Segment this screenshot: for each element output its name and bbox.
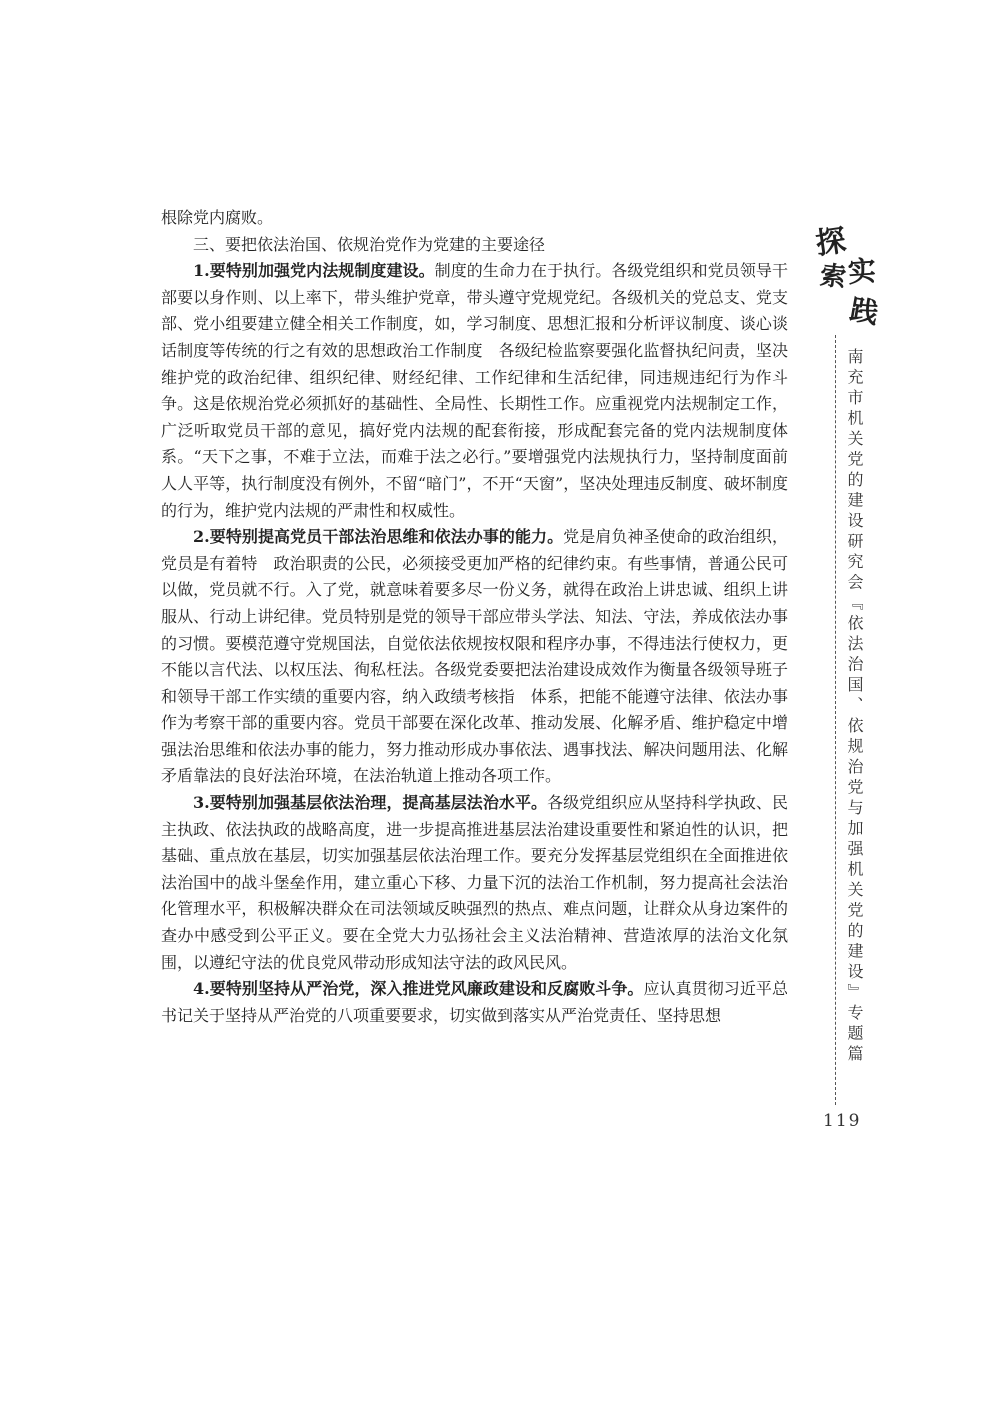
paragraph-4-text: 应认真贯彻习近平总书记关于坚持从严治党的八项重要要求，切实做到落实从严治党责任、坚持思想 [161, 979, 788, 1025]
paragraph-1-title: 1.要特别加强党内法规制度建设。 [193, 261, 435, 281]
paragraph-1 [161, 258, 788, 524]
carryover-line: 根除党内腐败。 [161, 208, 274, 227]
logo-char-3: 实 [846, 254, 878, 289]
paragraph-3-title: 3.要特别加强基层依法治理，提高基层法治水平。 [193, 793, 548, 813]
paragraph-4-title: 4.要特别坚持从严治党，深入推进党风廉政建设和反腐败斗争。 [193, 979, 644, 999]
logo-char-2: 索 [818, 260, 848, 294]
section-logo [813, 223, 881, 332]
section-heading: 三、要把依法治国、依规治党作为党建的主要途径 [193, 234, 546, 254]
paragraph-2-text: 党是肩负神圣使命的政治组织，党员是有着特 政治职责的公民，必须接受更加严格的纪律约束。有些事情，普通公民可以做，党员就不行。入了党，就意味着要多尽一份义务，就得在政治上讲忠诚、组织上讲服从、行动上讲纪律。党员特别是党的领导干部应带头学法、知法、守法，养成依法办事的习惯。要模范遵守党规国法，自觉依法依规按权限和程序办事，不得违法行使权力，更不能以言代法、以权压法、徇私枉法。各级党委要把法治建设成效作为衡量各级领导班子和领导干部工作实绩的重要内容，纳入政绩考核指 体系，把能不能遵守法律、依法办事作为考察干部的重要内容。党员干部要在深化改革、推动发展、化解矛盾、维护稳定中增强法治思维和依法办事的能力，努力推动形成办事依法、遇事找法、解决问题用法、化解矛盾靠法的良好法治环境，在法治轨道上推动各项工作。 [161, 527, 788, 786]
paragraph-4 [161, 976, 788, 1029]
logo-char-4: 践 [847, 292, 881, 331]
paragraph-3 [161, 790, 788, 976]
paragraph-2-title: 2.要特别提高党员干部法治思维和依法办事的能力。 [193, 527, 564, 547]
logo-char-1: 探 [813, 223, 849, 262]
paragraph-2 [161, 524, 788, 790]
sidebar-dashed-divider [835, 335, 836, 1105]
paragraph-1-text: 制度的生命力在于执行。各级党组织和党员领导干部要以身作则、以上率下，带头维护党章，带头遵守党规党纪。各级机关的党总支、党支部、党小组要建立健全相关工作制度，如，学习制度、思想汇报和分析评议制度、谈心谈话制度等传统的行之有效的思想政治工作制度 各级纪检监察要强化监督执纪问责，坚决维护党的政治纪律、组织纪律、财经纪律、工作纪律和生活纪律，同违规违纪行为作斗争。这是依规治党必须抓好的基础性、全局性、长期性工作。应重视党内法规制定工作，广泛听取党员干部的意见，搞好党内法规的配套衔接，形成配套完备的党内法规制度体系。“天下之事，不难于立法，而难于法之必行。”要增强党内法规执行力，坚持制度面前人人平等，执行制度没有例外，不留“暗门”，不开“天窗”，坚决处理违反制度、破坏制度的行为，维护党内法规的严肃性和权威性。 [161, 261, 788, 520]
paragraph-3-text: 各级党组织应从坚持科学执政、民主执政、依法执政的战略高度，进一步提高推进基层法治建设重要性和紧迫性的认识，把基础、重点放在基层，切实加强基层依法治理工作。要充分发挥基层党组织在全面推进依法治国中的战斗堡垒作用，建立重心下移、力量下沉的法治工作机制，努力提高社会法治化管理水平，积极解决群众在司法领域反映强烈的热点、难点问题，让群众从身边案件的查办中感受到公平正义。要在全党大力弘扬社会主义法治精神、营造浓厚的法治文化氛围，以遵纪守法的优良党风带动形成知法守法的政风民风。 [161, 793, 788, 972]
page-number: 119 [823, 1111, 862, 1131]
main-text [161, 205, 788, 1029]
sidebar-vertical-title: 南充市机关党的建设研究会『依法治国、依规治党与加强机关党的建设』专题篇 [845, 348, 864, 1066]
